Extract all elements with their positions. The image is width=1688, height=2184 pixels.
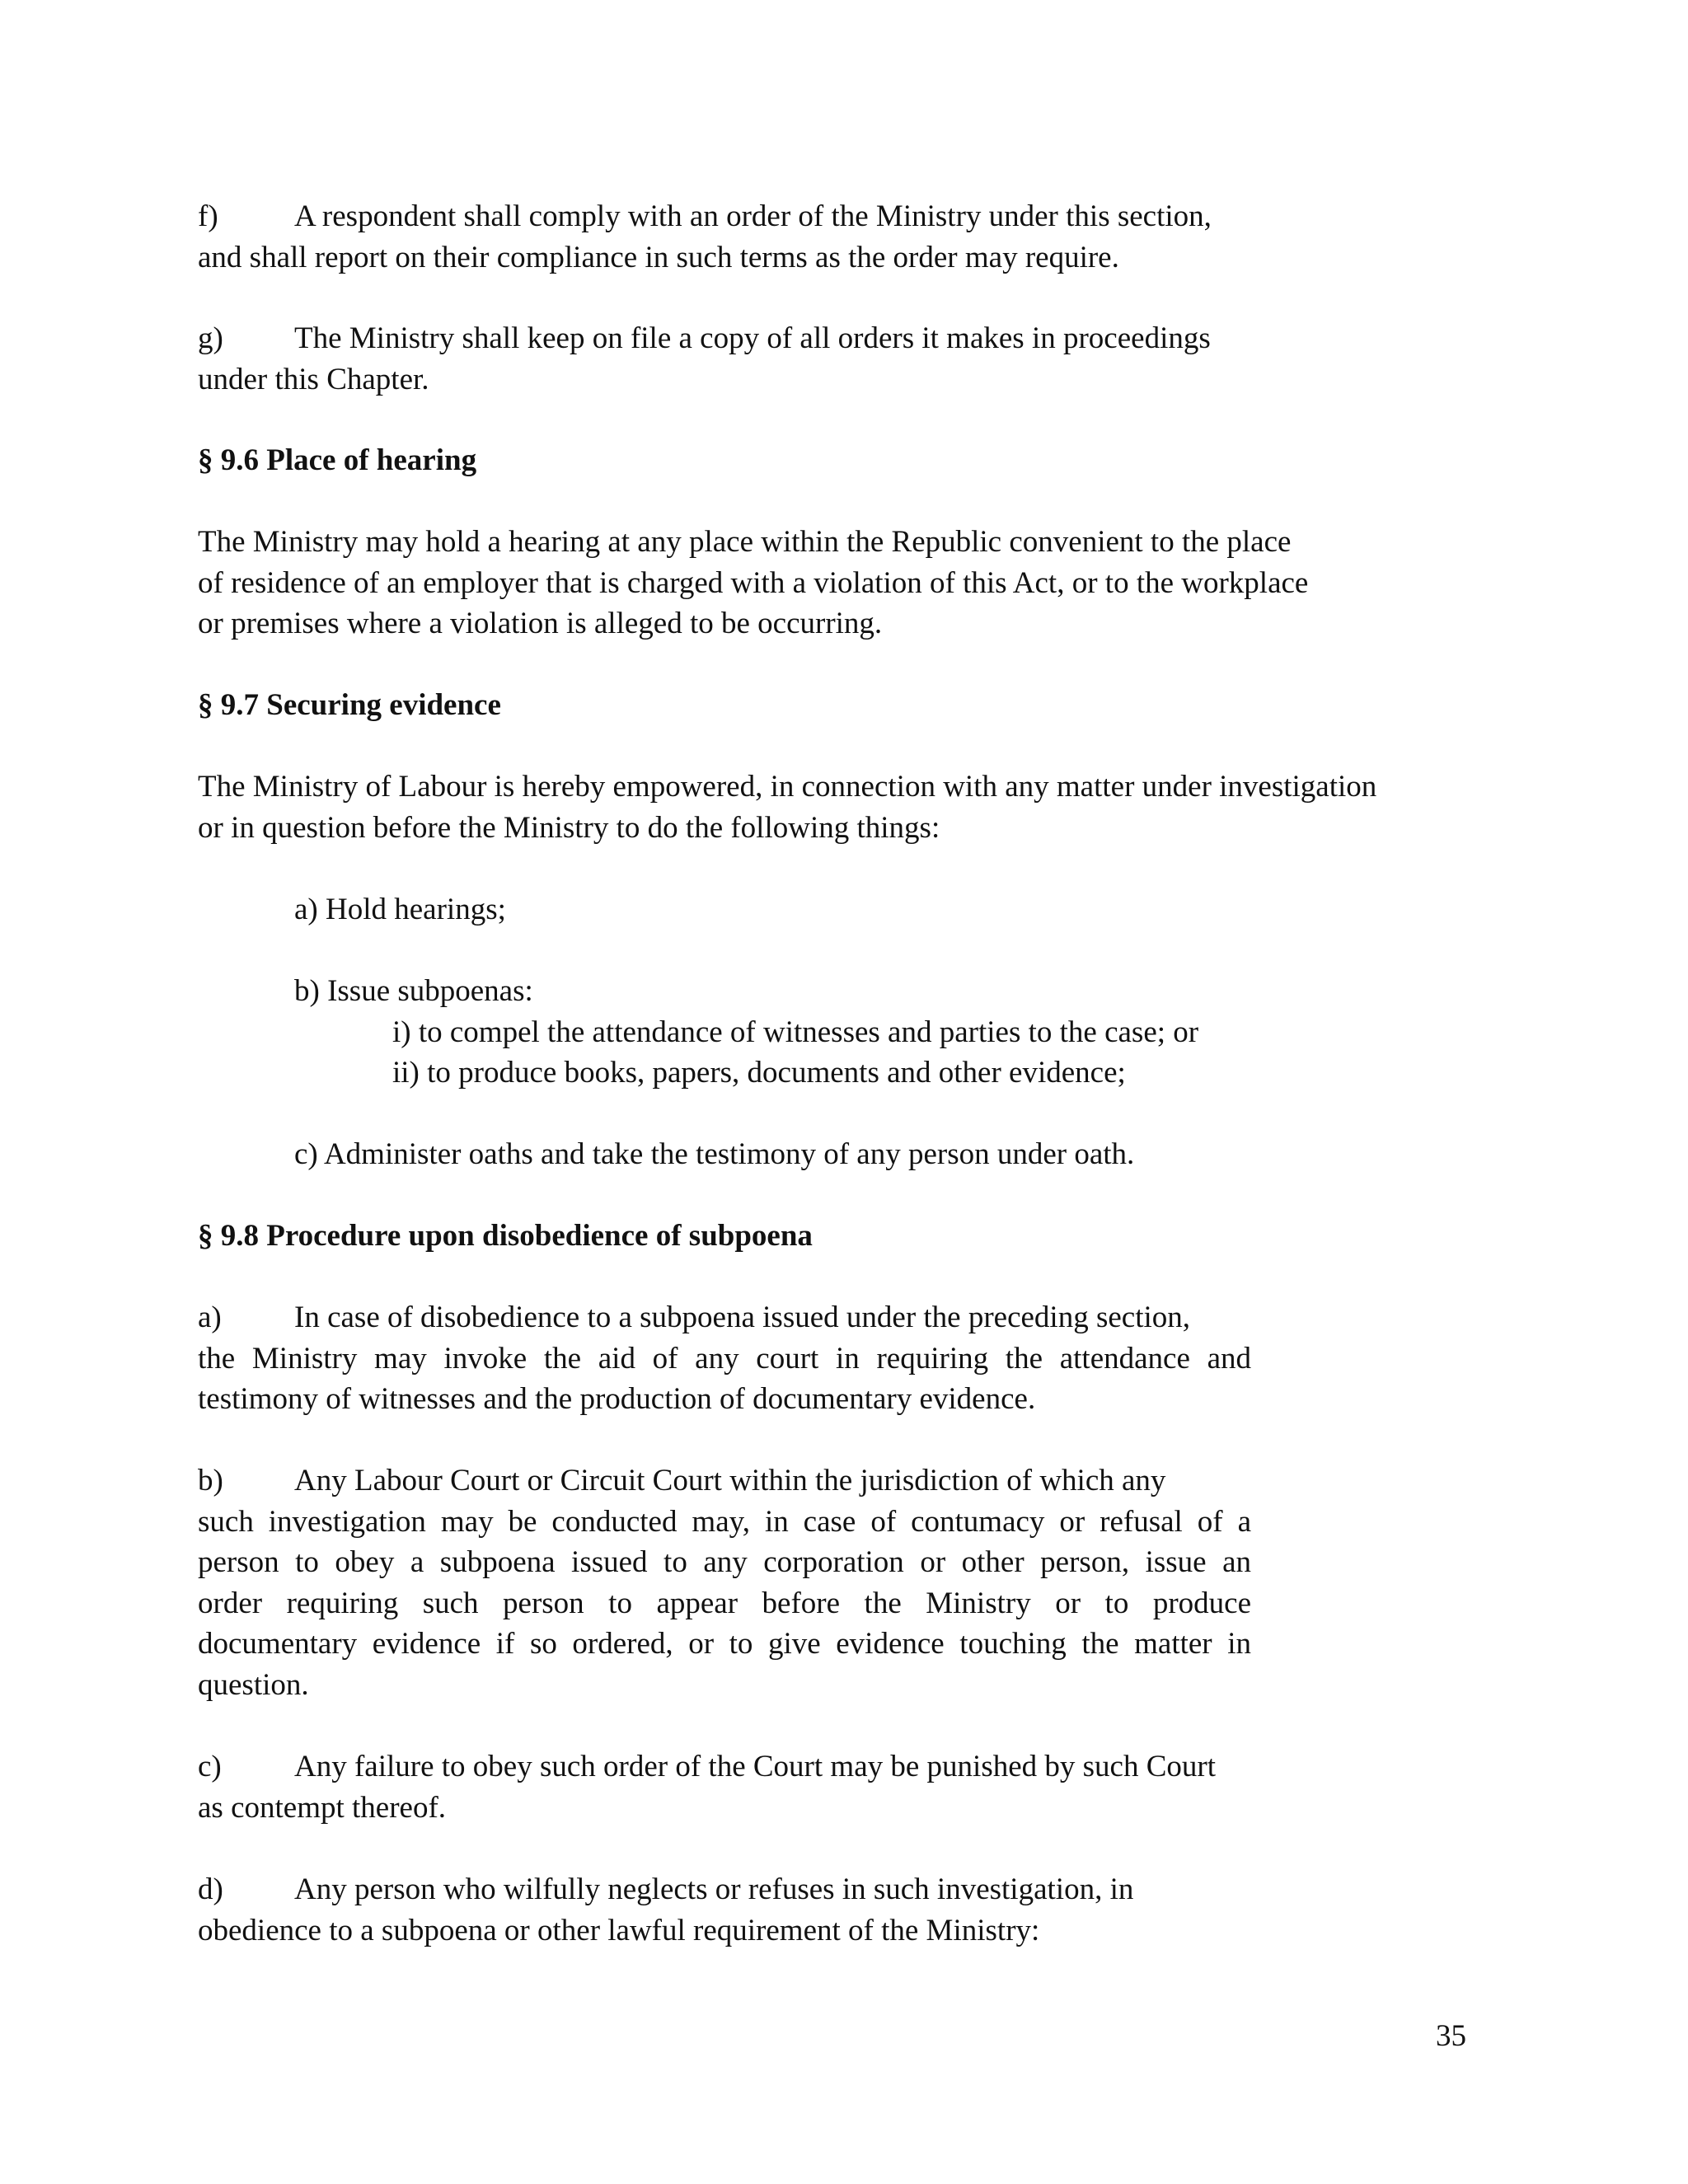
paragraph-label: d) [198, 1872, 223, 1906]
paragraph-9-8-c [198, 1746, 1216, 1828]
paragraph-line [198, 1297, 1251, 1338]
paragraph-label: f) [198, 199, 218, 233]
list-item-text: c) Administer oaths and take the testimony of any person under oath. [294, 1137, 1135, 1171]
paragraph-line: testimony of witnesses and the production of documentary evidence. [198, 1382, 1036, 1416]
paragraph-text: In case of disobedience to a subpoena issued under the preceding section, [294, 1301, 1191, 1334]
sub-list-item-i: i) to compel the attendance of witnesses and parties to the case; or [392, 1015, 1199, 1049]
paragraph-line [198, 318, 1211, 359]
paragraph-line: of residence of an employer that is charged with a violation of this Act, or to the workplace [198, 565, 1309, 600]
paragraph-line: The Ministry of Labour is hereby empowered, in connection with any matter under investigation [198, 770, 1377, 804]
section-9-7-body [198, 766, 1376, 848]
paragraph-g [198, 318, 1211, 400]
paragraph-label: g) [198, 321, 223, 355]
paragraph-text: Any person who wilfully neglects or refuses in such investigation, in [294, 1872, 1134, 1906]
paragraph-f [198, 196, 1212, 278]
paragraph-line [198, 1460, 1251, 1502]
page-number: 35 [1436, 2019, 1466, 2053]
paragraph-9-8-b [198, 1460, 1251, 1705]
section-heading-9-8: § 9.8 Procedure upon disobedience of subpoena [198, 1219, 813, 1253]
paragraph-line [198, 1869, 1133, 1910]
paragraph-9-8-d [198, 1869, 1133, 1951]
paragraph-text: A respondent shall comply with an order of the Ministry under this section, [294, 199, 1212, 233]
paragraph-text: Any Labour Court or Circuit Court within the jurisdiction of which any [294, 1464, 1166, 1497]
list-item-c [198, 1134, 1134, 1175]
paragraph-label: c) [198, 1750, 222, 1783]
paragraph-label: b) [198, 1464, 223, 1497]
paragraph-text: The Ministry shall keep on file a copy of all orders it makes in proceedings [294, 321, 1211, 355]
paragraph-line: such investigation may be conducted may, in case of contumacy or refusal of a [198, 1504, 1251, 1539]
paragraph-line: obedience to a subpoena or other lawful requirement of the Ministry: [198, 1913, 1040, 1947]
paragraph-9-8-a [198, 1297, 1251, 1420]
paragraph-line: or premises where a violation is alleged to be occurring. [198, 607, 883, 640]
paragraph-line: and shall report on their compliance in such terms as the order may require. [198, 240, 1119, 274]
list-item-text: a) Hold hearings; [294, 893, 506, 926]
list-item-text: b) Issue subpoenas: [294, 974, 533, 1008]
list-item-a [198, 889, 506, 930]
paragraph-line: The Ministry may hold a hearing at any place within the Republic convenient to the place [198, 525, 1292, 559]
section-heading-9-7: § 9.7 Securing evidence [198, 688, 501, 722]
paragraph-line: question. [198, 1667, 309, 1702]
paragraph-text: Any failure to obey such order of the Court may be punished by such Court [294, 1750, 1216, 1783]
paragraph-label: a) [198, 1301, 222, 1334]
section-9-6-body [198, 522, 1308, 644]
list-item-b [198, 971, 1198, 1094]
paragraph-line: person to obey a subpoena issued to any corporation or other person, issue an [198, 1545, 1251, 1579]
sub-list-item-ii: ii) to produce books, papers, documents and other evidence; [392, 1056, 1126, 1090]
paragraph-line: under this Chapter. [198, 362, 429, 396]
paragraph-line: as contempt thereof. [198, 1790, 447, 1825]
paragraph-line: or in question before the Ministry to do the following things: [198, 810, 940, 845]
section-heading-9-6: § 9.6 Place of hearing [198, 443, 477, 477]
paragraph-line [198, 1746, 1216, 1788]
paragraph-line: documentary evidence if so ordered, or to give evidence touching the matter in [198, 1627, 1251, 1661]
paragraph-line: order requiring such person to appear before the Ministry or to produce [198, 1586, 1251, 1620]
paragraph-line: the Ministry may invoke the aid of any court in requiring the attendance and [198, 1341, 1251, 1376]
paragraph-line [198, 196, 1212, 237]
